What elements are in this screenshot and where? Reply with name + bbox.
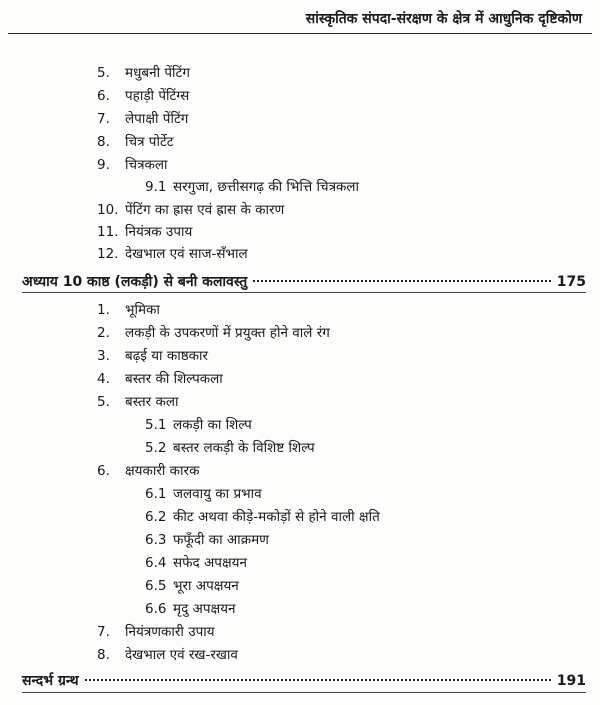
leader-dots — [85, 679, 551, 681]
toc-item — [97, 245, 248, 263]
running-header — [0, 0, 600, 40]
chapter-page-number: 175 — [556, 274, 586, 290]
toc-item-text: क्षयकारी कारक — [125, 463, 200, 479]
toc-item-number: 10. — [97, 202, 119, 218]
toc-item-text: फफूँदी का आक्रमण — [173, 532, 269, 548]
toc-subitem — [145, 600, 236, 618]
bibliography-rule — [22, 692, 586, 693]
toc-item-text: सरगुजा, छत्तीसगढ़ की भित्ति चित्रकला — [173, 179, 360, 195]
toc-subitem — [145, 439, 315, 457]
toc-item-number: 3. — [97, 348, 110, 364]
toc-subitem — [145, 508, 380, 526]
bibliography-heading[interactable] — [22, 671, 586, 691]
toc-item-number: 6. — [97, 88, 110, 104]
toc-item — [97, 301, 160, 319]
toc-item-number: 6.1 — [145, 486, 167, 502]
toc-item-text: बस्तर की शिल्पकला — [125, 371, 223, 387]
toc-item-number: 5.2 — [145, 440, 167, 456]
chapter-rule — [22, 292, 586, 293]
toc-item — [97, 393, 179, 411]
toc-subitem — [145, 416, 252, 434]
toc-item — [97, 462, 199, 480]
chapter-heading[interactable] — [22, 272, 586, 292]
toc-item-text: बस्तर कला — [125, 394, 179, 410]
toc-item-text: लेपाक्षी पेंटिंग — [125, 111, 189, 127]
header-rule — [8, 33, 592, 34]
toc-subitem — [145, 531, 269, 549]
toc-item-text: देखभाल एवं साज-सँभाल — [125, 246, 248, 262]
toc-item-text: बढ़ई या काष्ठकार — [125, 348, 209, 364]
toc-item-number: 7. — [97, 624, 110, 640]
toc-item-text: देखभाल एवं रख-रखाव — [125, 647, 238, 663]
toc-subitem — [145, 577, 239, 595]
toc-subitem — [145, 554, 247, 572]
toc-item-number: 7. — [97, 111, 110, 127]
toc-item-number: 5. — [97, 394, 110, 410]
bibliography-title: सन्दर्भ ग्रन्थ — [22, 673, 79, 689]
toc-item — [97, 64, 190, 82]
toc-item-number: 5.1 — [145, 417, 167, 433]
toc-item-text: पेंटिंग का ह्रास एवं ह्रास के कारण — [125, 202, 285, 218]
toc-item — [97, 133, 174, 151]
toc-item-number: 9. — [97, 157, 110, 173]
toc-item-number: 6.5 — [145, 578, 167, 594]
toc-item-number: 11. — [97, 224, 119, 240]
toc-item-number: 6.3 — [145, 532, 167, 548]
toc-item-number: 12. — [97, 246, 119, 262]
toc-item-text: सफेद अपक्षयन — [173, 555, 247, 571]
toc-item-number: 8. — [97, 134, 110, 150]
toc-item — [97, 87, 189, 105]
toc-item-text: मृदु अपक्षयन — [173, 601, 236, 617]
toc-item — [97, 646, 238, 664]
toc-item-text: भूमिका — [125, 302, 160, 318]
toc-item — [97, 156, 168, 174]
toc-item-text: नियंत्रणकारी उपाय — [125, 624, 215, 640]
toc-item-number: 2. — [97, 325, 110, 341]
toc-item-text: चित्रकला — [125, 157, 168, 173]
toc-item-text: लकड़ी के उपकरणों में प्रयुक्त होने वाले रंग — [125, 325, 330, 341]
toc-item — [97, 324, 330, 342]
toc-item — [97, 347, 208, 365]
toc-item-number: 1. — [97, 302, 110, 318]
toc-item — [97, 201, 284, 219]
toc-item-number: 5. — [97, 65, 110, 81]
toc-item-text: पहाड़ी पेंटिंग्स — [125, 88, 190, 104]
toc-item-number: 6.6 — [145, 601, 167, 617]
leader-dots — [253, 280, 550, 282]
toc-item-number: 6.2 — [145, 509, 167, 525]
toc-item-text: मधुबनी पेंटिंग — [125, 65, 190, 81]
toc-item-number: 8. — [97, 647, 110, 663]
toc-item-number: 6.4 — [145, 555, 167, 571]
toc-item — [97, 223, 192, 241]
toc-item-text: लकड़ी का शिल्प — [173, 417, 252, 433]
toc-item-text: भूरा अपक्षयन — [173, 578, 239, 594]
toc-item — [97, 370, 223, 388]
toc-item — [97, 623, 215, 641]
toc-item — [97, 110, 188, 128]
toc-subitem — [145, 485, 262, 503]
chapter-title: अध्याय 10 काष्ठ (लकड़ी) से बनी कलावस्तु — [22, 274, 248, 290]
toc-item-text: कीट अथवा कीड़े-मकोड़ों से होने वाली क्षति — [173, 509, 380, 525]
toc-item-text: चित्र पोर्टेट — [125, 134, 174, 150]
bibliography-page-number: 191 — [556, 673, 586, 689]
running-title: सांस्कृतिक संपदा-संरक्षण के क्षेत्र में आधुनिक दृष्टिकोण — [305, 11, 582, 27]
toc-item-text: जलवायु का प्रभाव — [173, 486, 262, 502]
toc-item-text: बस्तर लकड़ी के विशिष्ट शिल्प — [173, 440, 315, 456]
toc-item-number: 9.1 — [145, 179, 167, 195]
toc-item-number: 4. — [97, 371, 110, 387]
toc-item-number: 6. — [97, 463, 110, 479]
toc-subitem — [145, 178, 359, 196]
toc-item-text: नियंत्रक उपाय — [125, 224, 193, 240]
